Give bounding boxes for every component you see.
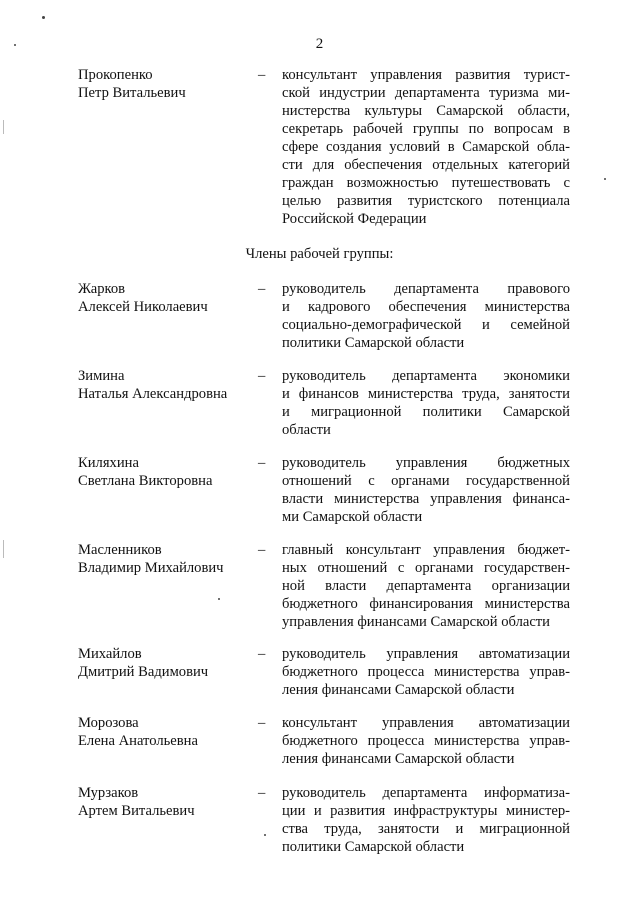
role-line: политики Самарской области: [282, 839, 465, 855]
scan-speck: [264, 834, 266, 836]
person-given-names: Дмитрий Вадимович: [78, 664, 209, 680]
person-surname: Киляхина: [78, 455, 139, 471]
person-given-names: Наталья Александровна: [78, 386, 228, 402]
person-surname: Зимина: [78, 368, 125, 384]
scan-speck: [218, 598, 220, 600]
dash-separator: –: [258, 368, 266, 384]
person-name: [78, 784, 253, 820]
role-line: отношений с органами государственной: [282, 473, 570, 489]
person-name: [78, 367, 253, 403]
dash-separator: –: [258, 455, 266, 471]
role-line: бюджетного процесса министерства управ-: [282, 733, 570, 749]
person-surname: Мурзаков: [78, 785, 139, 801]
role-line: руководитель департамента правового: [282, 281, 570, 297]
role-line: управления финансами Самарской области: [282, 614, 550, 630]
role-line: сти для обеспечения отдельных категорий: [282, 157, 570, 173]
role-line: граждан возможностью путешествовать с: [282, 175, 570, 191]
role-line: ных отношений с органами государствен-: [282, 560, 570, 576]
role-line: бюджетного финансирования министерства: [282, 596, 570, 612]
person-name: [78, 454, 253, 490]
role-line: социально-демографической и семейной: [282, 317, 570, 333]
person-surname: Михайлов: [78, 646, 142, 662]
scan-speck: [14, 44, 16, 46]
role-line: и кадрового обеспечения министерства: [282, 299, 570, 315]
role-description: [282, 66, 570, 228]
role-description: [282, 714, 570, 768]
person-given-names: Артем Витальевич: [78, 803, 195, 819]
role-line: ми Самарской области: [282, 509, 423, 525]
dash-separator: –: [258, 67, 266, 83]
role-line: целью развития туристского потенциала: [282, 193, 570, 209]
person-name: [78, 541, 253, 577]
role-line: бюджетного процесса министерства управ-: [282, 664, 570, 680]
scan-speck: [3, 540, 4, 558]
scan-speck: [604, 178, 606, 180]
role-line: секретарь рабочей группы по вопросам в: [282, 121, 570, 137]
person-given-names: Алексей Николаевич: [78, 299, 208, 315]
role-line: главный консультант управления бюджет-: [282, 542, 570, 558]
role-line: ской индустрии департамента туризма ми-: [282, 85, 570, 101]
role-description: [282, 367, 570, 439]
person-given-names: Елена Анатольевна: [78, 733, 198, 749]
role-line: ления финансами Самарской области: [282, 751, 515, 767]
role-line: консультант управления развития турист-: [282, 67, 570, 83]
person-name: [78, 66, 253, 102]
role-description: [282, 541, 570, 631]
role-line: нистерства культуры Самарской области,: [282, 103, 570, 119]
person-name: [78, 280, 253, 316]
dash-separator: –: [258, 281, 266, 297]
role-line: и миграционной политики Самарской: [282, 404, 570, 420]
role-line: руководитель департамента экономики: [282, 368, 570, 384]
dash-separator: –: [258, 785, 266, 801]
dash-separator: –: [258, 646, 266, 662]
role-line: ной власти департамента организации: [282, 578, 570, 594]
person-name: [78, 714, 253, 750]
person-surname: Масленников: [78, 542, 162, 558]
role-line: консультант управления автоматизации: [282, 715, 570, 731]
role-line: руководитель управления автоматизации: [282, 646, 570, 662]
scan-speck: [42, 16, 45, 19]
role-description: [282, 784, 570, 856]
role-line: ции и развития инфраструктуры министер-: [282, 803, 570, 819]
person-given-names: Владимир Михайлович: [78, 560, 224, 576]
role-description: [282, 454, 570, 526]
role-line: власти министерства управления финанса-: [282, 491, 570, 507]
scan-speck: [3, 120, 4, 134]
role-line: и финансов министерства труда, занятости: [282, 386, 570, 402]
person-surname: Морозова: [78, 715, 139, 731]
role-line: ства труда, занятости и миграционной: [282, 821, 570, 837]
role-line: области: [282, 422, 331, 438]
role-line: сфере создания условий в Самарской обла-: [282, 139, 570, 155]
role-line: руководитель управления бюджетных: [282, 455, 570, 471]
role-line: Российской Федерации: [282, 211, 427, 227]
page-number: 2: [315, 36, 324, 52]
person-name: [78, 645, 253, 681]
person-given-names: Светлана Викторовна: [78, 473, 213, 489]
dash-separator: –: [258, 542, 266, 558]
person-surname: Жарков: [78, 281, 126, 297]
dash-separator: –: [258, 715, 266, 731]
role-line: ления финансами Самарской области: [282, 682, 515, 698]
role-description: [282, 280, 570, 352]
role-description: [282, 645, 570, 699]
section-heading: Члены рабочей группы:: [245, 246, 394, 262]
role-line: руководитель департамента информатиза-: [282, 785, 570, 801]
role-line: политики Самарской области: [282, 335, 465, 351]
person-surname: Прокопенко: [78, 67, 153, 83]
person-given-names: Петр Витальевич: [78, 85, 186, 101]
